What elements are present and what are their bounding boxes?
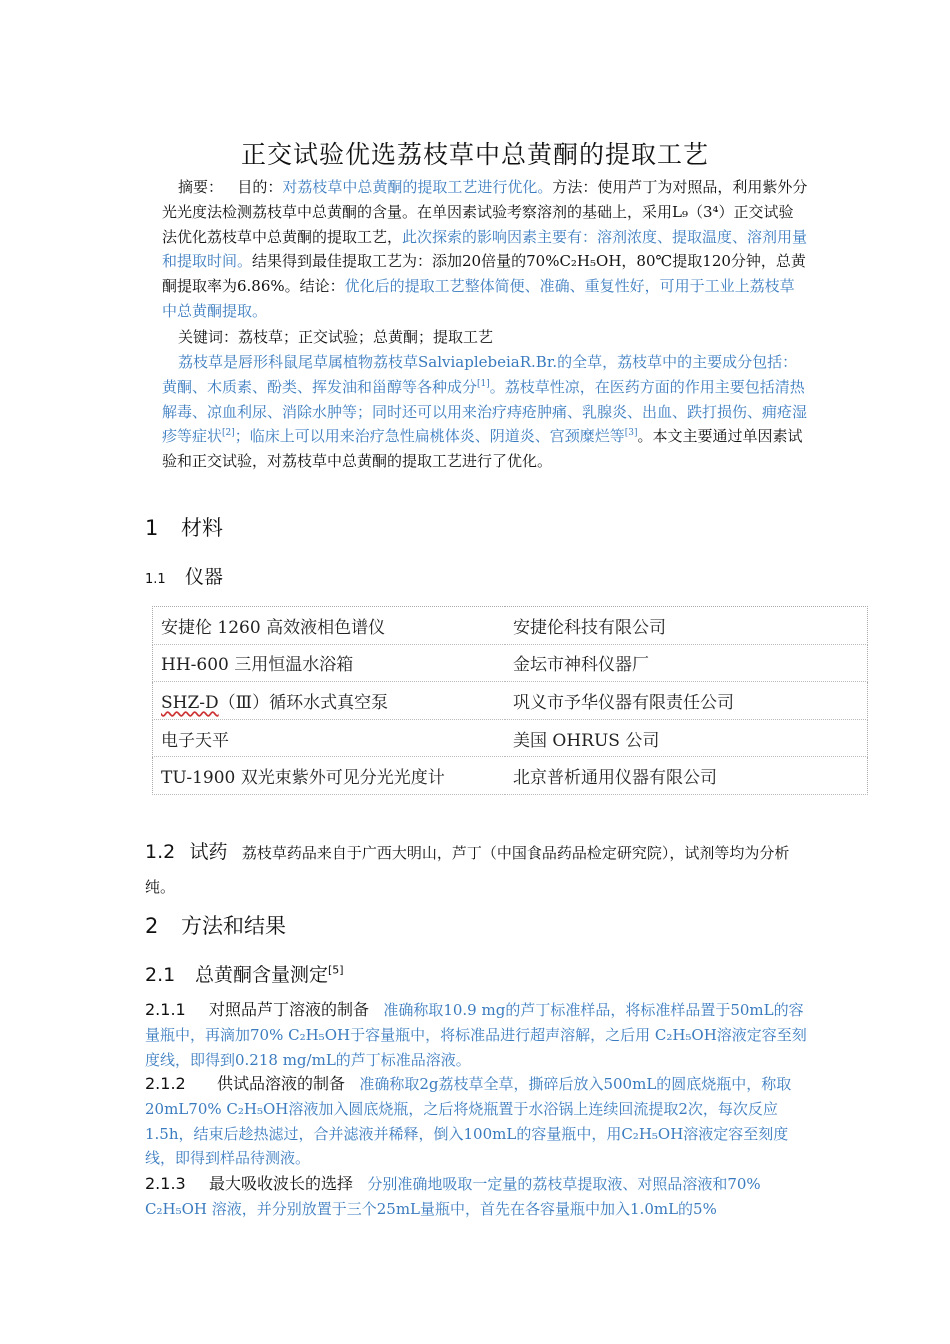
section-2-1-3-title: 最大吸收波长的选择	[209, 1174, 354, 1193]
citation-3: [3]	[624, 428, 638, 439]
section-2-1-3-text: 分别准确地吸取一定量的荔枝草提取液、对照品溶液和70% C₂H₅OH 溶液，并分别放置于三个25mL量瓶中，首先在各容量瓶中加入1.0mL的5%	[145, 1175, 761, 1218]
section-2-1-title: 总黄酮含量测定	[195, 964, 329, 986]
section-2-1-2-title: 供试品溶液的制备	[217, 1074, 346, 1093]
section-1-2-text: 荔枝草药品来自于广西大明山，芦丁（中国食品药品检定研究院），试剂等均为分析纯。	[145, 844, 790, 896]
section-1-2-number: 1.2	[145, 841, 176, 863]
abstract-method-b: 此次探索的影响因素主要有：溶剂浓度、提取温度、溶剂用量和提取时间。	[162, 227, 808, 271]
section-2-1-3	[145, 1172, 809, 1222]
section-2-heading	[145, 910, 286, 940]
abstract-label: 摘要：	[178, 178, 224, 196]
section-2-1-1	[145, 998, 809, 1072]
intro-paragraph	[162, 350, 808, 474]
section-1-1-heading	[145, 562, 223, 589]
section-1-2-title: 试药	[189, 841, 228, 863]
section-1-1-title: 仪器	[185, 566, 224, 588]
section-1-1-number: 1.1	[145, 572, 166, 587]
section-2-1-1-heading	[145, 1000, 369, 1019]
abstract	[162, 175, 808, 324]
instrument-maker: 美国 OHRUS 公司	[505, 719, 868, 757]
table-row	[153, 757, 868, 795]
intro-part2: 。荔枝草性凉，在医药方面的作用主要包括清热解毒、凉血利尿、消除水肿等；同时还可以用来治疗痔疮肿痛、乳腺炎、出血、跌打损伤、痈疮湿疹等症状	[162, 377, 808, 446]
abstract-method-label: 方法：	[552, 178, 598, 196]
citation-1: [1]	[477, 378, 490, 389]
section-2-title: 方法和结果	[181, 914, 286, 938]
keywords	[162, 325, 808, 350]
table-row	[153, 719, 868, 757]
section-2-1-heading	[145, 960, 344, 987]
instrument-model: SHZ-D	[161, 692, 219, 713]
citation-5: [5]	[328, 963, 344, 977]
paper-title: 正交试验优选荔枝草中总黄酮的提取工艺	[240, 140, 709, 169]
abstract-result: 结果得到最佳提取工艺为：添加20倍量的70%C₂H₅OH，80℃提取120分钟，总黄酮提取率为6.86%。	[162, 252, 806, 296]
section-2-1-number: 2.1	[145, 964, 176, 986]
instrument-name: 电子天平	[153, 719, 506, 757]
section-2-1-3-number: 2.1.3	[145, 1174, 186, 1193]
section-2-1-3-heading	[145, 1174, 353, 1193]
instrument-name: 安捷伦 1260 高效液相色谱仪	[153, 607, 506, 645]
table-row	[153, 607, 868, 645]
instruments-table	[152, 606, 868, 795]
instrument-maker: 巩义市予华仪器有限责任公司	[505, 682, 868, 720]
section-1-2	[145, 835, 809, 904]
citation-2: [2]	[222, 428, 235, 439]
section-1-number: 1	[145, 516, 159, 540]
intro-part1: 荔枝草是唇形科鼠尾草属植物荔枝草SalviaplebeiaR.Br.的全草，荔枝草中的主要成分包括：黄酮、木质素、酚类、挥发油和甾醇等各种成分	[162, 353, 798, 396]
abstract-conclusion: 优化后的提取工艺整体简便、准确、重复性好，可用于工业上荔枝草中总黄酮提取。	[162, 277, 795, 320]
instrument-maker: 安捷伦科技有限公司	[505, 607, 868, 645]
section-2-number: 2	[145, 914, 159, 938]
intro-part3: ；临床上可以用来治疗急性扁桃体炎、阴道炎、宫颈糜烂等	[234, 427, 625, 446]
section-1-title: 材料	[181, 516, 223, 540]
section-2-1-2-heading	[145, 1074, 345, 1093]
table-row	[153, 644, 868, 682]
section-2-1-2-text: 准确称取2g荔枝草全草，撕碎后放入500mL的圆底烧瓶中，称取20mL70% C₂H₅OH溶液加入圆底烧瓶，之后将烧瓶置于水浴锅上连续回流提取2次，每次反应1.5h，结束后趁热滤过，合并滤液并稀释，倒入100mL的容量瓶中，用C₂H₅OH溶液定容至刻度线，即得到样品待测液。	[145, 1075, 792, 1168]
instrument-name: HH-600 三用恒温水浴箱	[153, 644, 506, 682]
instrument-name-rest: （Ⅲ）循环水式真空泵	[218, 692, 389, 713]
section-1-heading	[145, 512, 223, 542]
table-row	[153, 682, 868, 720]
keywords-label: 关键词：	[178, 328, 239, 346]
abstract-conclusion-label: 结论：	[299, 277, 345, 296]
intro-part4: 。本文主要通过单因素试验和正交试验，对荔枝草中总黄酮的提取工艺进行了优化。	[162, 427, 803, 471]
instrument-maker: 北京普析通用仪器有限公司	[505, 757, 868, 795]
section-2-1-1-number: 2.1.1	[145, 1000, 186, 1019]
section-2-1-2-number: 2.1.2	[145, 1074, 186, 1093]
keywords-text: 荔枝草；正交试验；总黄酮；提取工艺	[238, 328, 494, 346]
abstract-goal-label: 目的：	[237, 178, 283, 196]
instrument-maker: 金坛市神科仪器厂	[505, 644, 868, 682]
abstract-goal: 对荔枝草中总黄酮的提取工艺进行优化。	[282, 178, 553, 196]
section-2-1-1-text: 准确称取10.9 mg的芦丁标准样品，将标准样品置于50mL的容量瓶中，再滴加70% C₂H₅OH于容量瓶中，将标准品进行超声溶解，之后用 C₂H₅OH溶液定容至刻度线，即得到0.218 mg/mL的芦丁标准品溶液。	[145, 1001, 807, 1069]
section-2-1-1-title: 对照品芦丁溶液的制备	[209, 1000, 370, 1019]
abstract-method-a: 使用芦丁为对照品，利用紫外分光光度法检测荔枝草中总黄酮的含量。在单因素试验考察溶剂的基础上，采用L₉（3⁴）正交试验法优化荔枝草中总黄酮的提取工艺，	[162, 178, 808, 246]
section-2-1-2	[145, 1072, 809, 1171]
instrument-name	[153, 682, 506, 720]
instrument-name: TU-1900 双光束紫外可见分光光度计	[153, 757, 506, 795]
